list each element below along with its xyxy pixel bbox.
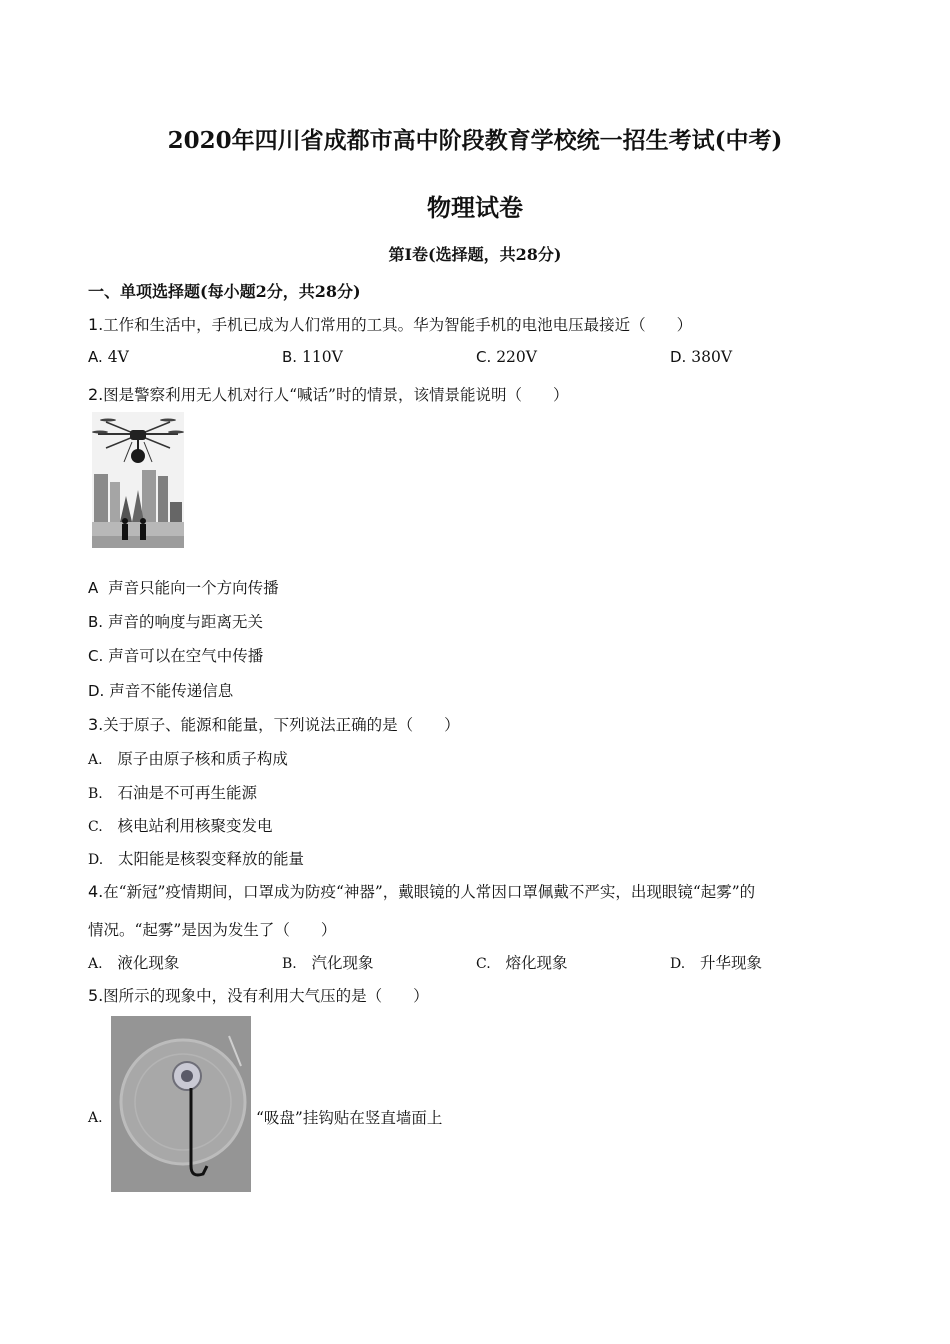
question-text: .图所示的现象中，没有利用大气压的是（ ） — [98, 987, 429, 1005]
question-3 — [88, 713, 460, 735]
question-number: 3 — [88, 715, 99, 734]
question-number: 5 — [88, 986, 99, 1005]
paper-subtitle: 物理试卷 — [427, 193, 523, 222]
question-text: .工作和生活中，手机已成为人们常用的工具。华为智能手机的电池电压最接近（ ） — [98, 316, 693, 334]
question-text: .关于原子、能源和能量，下列说法正确的是（ ） — [98, 716, 460, 734]
option-1b[interactable]: B. 110V — [282, 348, 343, 366]
question-2 — [88, 383, 568, 405]
option-1d[interactable]: D. 380V — [670, 348, 733, 366]
option-2c[interactable]: C. 声音可以在空气中传播 — [88, 647, 264, 665]
question-5 — [88, 984, 429, 1006]
question-text: .图是警察利用无人机对行人“喊话”时的情景，该情景能说明（ ） — [98, 386, 569, 404]
question-text: .在“新冠”疫情期间，口罩成为防疫“神器”，戴眼镜的人常因口罩佩戴不严实，出现眼镜“起雾”的 — [98, 883, 756, 901]
option-3d[interactable]: D. 太阳能是核裂变释放的能量 — [88, 850, 304, 868]
option-4b[interactable]: B. 汽化现象 — [282, 954, 374, 972]
option-3a[interactable]: A. 原子由原子核和质子构成 — [88, 750, 288, 768]
section-heading: 一、单项选择题(每小题2分，共28分) — [88, 282, 361, 301]
question-number: 2 — [88, 385, 99, 404]
option-5a-letter[interactable]: A. — [88, 1110, 103, 1126]
option-4d[interactable]: D. 升华现象 — [670, 954, 762, 972]
option-3b[interactable]: B. 石油是不可再生能源 — [88, 784, 258, 802]
drone-police-photo — [92, 412, 184, 548]
part-heading: 第I卷(选择题，共28分) — [388, 245, 562, 264]
suction-cup-hook-photo — [111, 1016, 251, 1192]
option-4c[interactable]: C. 熔化现象 — [476, 954, 568, 972]
option-2b[interactable]: B. 声音的响度与距离无关 — [88, 613, 264, 631]
question-1 — [88, 313, 692, 335]
option-3c[interactable]: C. 核电站利用核聚变发电 — [88, 817, 273, 835]
option-2d[interactable]: D. 声音不能传递信息 — [88, 682, 234, 700]
exam-title: 2020年四川省成都市高中阶段教育学校统一招生考试(中考) — [167, 127, 783, 154]
question-4-continued: 情况。“起雾”是因为发生了（ ） — [88, 921, 337, 939]
option-4a[interactable]: A. 液化现象 — [88, 954, 180, 972]
option-1c[interactable]: C. 220V — [476, 348, 537, 366]
option-5a-text: “吸盘”挂钩贴在竖直墙面上 — [256, 1109, 443, 1127]
question-number: 1 — [88, 315, 99, 334]
option-2a[interactable]: A 声音只能向一个方向传播 — [88, 579, 279, 597]
question-number: 4 — [88, 882, 99, 901]
option-1a[interactable]: A. 4V — [88, 348, 129, 366]
question-4 — [88, 880, 755, 902]
